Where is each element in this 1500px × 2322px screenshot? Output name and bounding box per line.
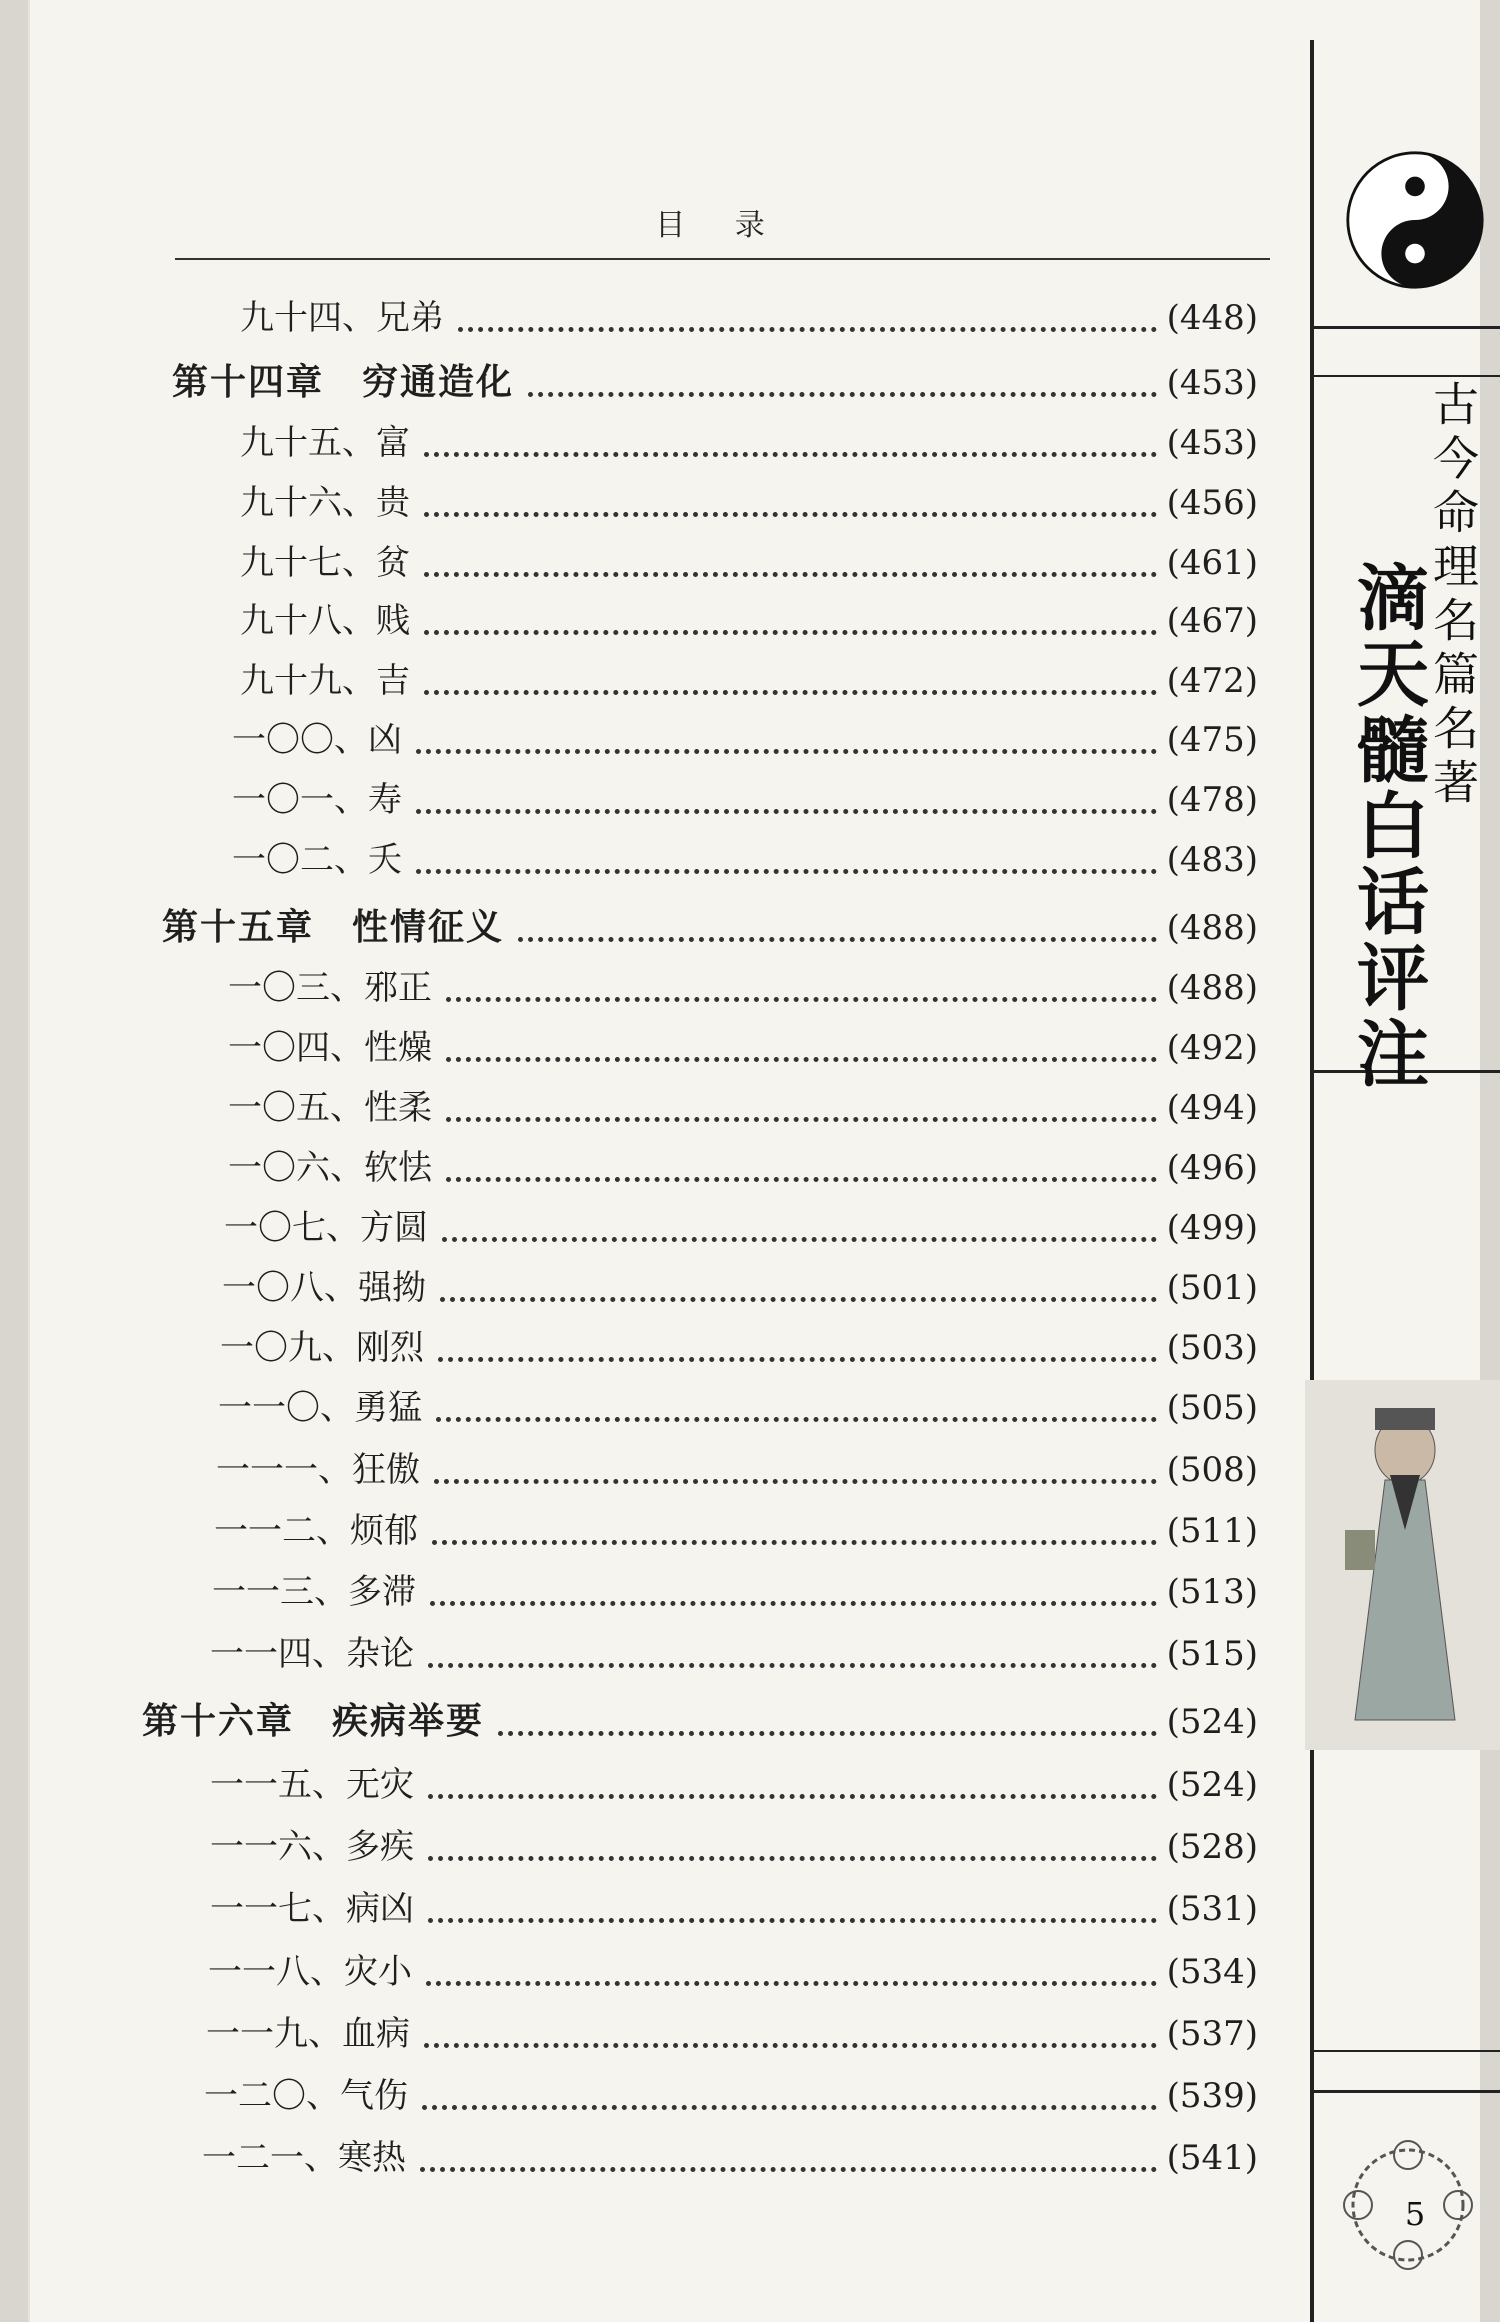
- toc-entry-title: 一〇八、强拗: [222, 1268, 426, 1308]
- toc-section-row: [204, 2068, 1258, 2124]
- toc-entry-title: 一〇〇、凶: [232, 720, 402, 760]
- toc-section-row: [232, 772, 1258, 828]
- toc-page-number: (539): [1166, 2076, 1258, 2116]
- toc-entry-title: 九十五、富: [240, 423, 410, 463]
- toc-page-number: (453): [1166, 423, 1258, 463]
- toc-section-row: [220, 1320, 1258, 1376]
- toc-leader-dots: [422, 2105, 1157, 2110]
- toc-leader-dots: [446, 1057, 1157, 1062]
- toc-leader-dots: [424, 572, 1157, 577]
- toc-leader-dots: [424, 630, 1157, 635]
- toc-page-number: (524): [1166, 1765, 1258, 1805]
- toc-leader-dots: [458, 327, 1157, 332]
- book-title: 滴天髓白话评注: [1345, 560, 1430, 1092]
- toc-section-row: [218, 1380, 1258, 1436]
- toc-entry-title: 第十六章 疾病举要: [142, 1701, 485, 1742]
- toc-section-row: [210, 1819, 1258, 1875]
- toc-entry-title: 一〇三、邪正: [228, 968, 432, 1008]
- toc-section-row: [224, 1200, 1258, 1256]
- toc-section-row: [210, 1626, 1258, 1682]
- page-number: 5: [1404, 2195, 1426, 2233]
- page-header: 目 录: [655, 208, 785, 243]
- toc-leader-dots: [428, 1663, 1157, 1668]
- toc-section-row: [228, 960, 1258, 1016]
- toc-section-row: [206, 2006, 1258, 2062]
- toc-entry-title: 一二〇、气伤: [204, 2076, 408, 2116]
- toc-page-number: (501): [1166, 1268, 1258, 1308]
- toc-entry-title: 一〇一、寿: [232, 780, 402, 820]
- toc-leader-dots: [428, 1918, 1157, 1923]
- toc-entry-title: 一〇九、刚烈: [220, 1328, 424, 1368]
- toc-section-row: [216, 1442, 1258, 1498]
- toc-leader-dots: [442, 1237, 1157, 1242]
- toc-section-row: [210, 1881, 1258, 1937]
- toc-section-row: [240, 415, 1258, 471]
- toc-entry-title: 第十五章 性情征义: [162, 907, 505, 948]
- sidebar-rule-low: [1310, 2050, 1500, 2052]
- toc-page-number: (524): [1166, 1702, 1258, 1742]
- toc-leader-dots: [446, 997, 1157, 1002]
- toc-page-number: (534): [1166, 1952, 1258, 1992]
- toc-entry-title: 一一九、血病: [206, 2014, 410, 2054]
- toc-leader-dots: [438, 1357, 1157, 1362]
- toc-page-number: (483): [1166, 840, 1258, 880]
- toc-page-number: (537): [1166, 2014, 1258, 2054]
- toc-section-row: [240, 653, 1258, 709]
- toc-entry-title: 一二一、寒热: [202, 2138, 406, 2178]
- toc-section-row: [210, 1757, 1258, 1813]
- toc-entry-title: 九十八、贱: [240, 601, 410, 641]
- toc-entry-title: 一一三、多滞: [212, 1572, 416, 1612]
- toc-leader-dots: [428, 1856, 1157, 1861]
- toc-page-number: (475): [1166, 720, 1258, 760]
- toc-entry-title: 一一七、病凶: [210, 1889, 414, 1929]
- toc-page-number: (492): [1166, 1028, 1258, 1068]
- toc-leader-dots: [446, 1117, 1157, 1122]
- toc-page-number: (508): [1166, 1450, 1258, 1490]
- yin-yang-icon: [1345, 150, 1485, 290]
- toc-page-number: (503): [1166, 1328, 1258, 1368]
- toc-page-number: (467): [1166, 601, 1258, 641]
- toc-page-number: (461): [1166, 543, 1258, 583]
- toc-chapter-row: [142, 1694, 1258, 1750]
- toc-leader-dots: [436, 1417, 1157, 1422]
- toc-section-row: [208, 1944, 1258, 2000]
- toc-page-number: (478): [1166, 780, 1258, 820]
- toc-entry-title: 一一一、狂傲: [216, 1450, 420, 1490]
- toc-leader-dots: [424, 2043, 1157, 2048]
- toc-page-number: (496): [1166, 1148, 1258, 1188]
- toc-leader-dots: [498, 1731, 1157, 1736]
- toc-entry-title: 一一五、无灾: [210, 1765, 414, 1805]
- toc-page-number: (499): [1166, 1208, 1258, 1248]
- toc-entry-title: 一〇四、性燥: [228, 1028, 432, 1068]
- toc-leader-dots: [432, 1540, 1157, 1545]
- toc-page-number: (472): [1166, 661, 1258, 701]
- toc-section-row: [232, 712, 1258, 768]
- toc-page-number: (511): [1166, 1511, 1258, 1551]
- toc-leader-dots: [528, 392, 1157, 397]
- toc-page-number: (531): [1166, 1889, 1258, 1929]
- toc-page-number: (488): [1166, 908, 1258, 948]
- toc-section-row: [232, 832, 1258, 888]
- toc-section-row: [240, 593, 1258, 649]
- toc-chapter-row: [172, 355, 1258, 411]
- toc-section-row: [240, 535, 1258, 591]
- sidebar-rule-top: [1310, 326, 1500, 329]
- toc-leader-dots: [416, 809, 1157, 814]
- toc-chapter-row: [162, 900, 1258, 956]
- toc-section-row: [240, 290, 1258, 346]
- toc-leader-dots: [430, 1601, 1157, 1606]
- toc-entry-title: 一〇六、软怯: [228, 1148, 432, 1188]
- toc-leader-dots: [446, 1177, 1157, 1182]
- toc-page-number: (494): [1166, 1088, 1258, 1128]
- toc-leader-dots: [416, 869, 1157, 874]
- toc-leader-dots: [424, 452, 1157, 457]
- toc-section-row: [228, 1140, 1258, 1196]
- toc-page-number: (528): [1166, 1827, 1258, 1867]
- toc-section-row: [202, 2130, 1258, 2186]
- toc-page-number: (541): [1166, 2138, 1258, 2178]
- toc-section-row: [212, 1564, 1258, 1620]
- sidebar-rule-upper: [1310, 375, 1500, 377]
- toc-section-row: [228, 1020, 1258, 1076]
- toc-section-row: [214, 1503, 1258, 1559]
- toc-entry-title: 九十九、吉: [240, 661, 410, 701]
- toc-leader-dots: [440, 1297, 1157, 1302]
- toc-page-number: (513): [1166, 1572, 1258, 1612]
- deity-figure-illustration: [1305, 1380, 1500, 1750]
- toc-leader-dots: [434, 1479, 1157, 1484]
- toc-entry-title: 一一〇、勇猛: [218, 1388, 422, 1428]
- toc-entry-title: 九十四、兄弟: [240, 298, 444, 338]
- toc-leader-dots: [424, 690, 1157, 695]
- toc-entry-title: 一一六、多疾: [210, 1827, 414, 1867]
- toc-leader-dots: [416, 749, 1157, 754]
- toc-entry-title: 一一二、烦郁: [214, 1511, 418, 1551]
- toc-entry-title: 第十四章 穷通造化: [172, 362, 515, 403]
- toc-page-number: (488): [1166, 968, 1258, 1008]
- toc-page-number: (456): [1166, 483, 1258, 523]
- toc-page-number: (448): [1166, 298, 1258, 338]
- toc-entry-title: 一〇二、夭: [232, 840, 402, 880]
- toc-entry-title: 九十六、贵: [240, 483, 410, 523]
- toc-leader-dots: [420, 2167, 1157, 2172]
- toc-leader-dots: [424, 512, 1157, 517]
- toc-page-number: (515): [1166, 1634, 1258, 1674]
- toc-section-row: [222, 1260, 1258, 1316]
- sidebar-border: [1310, 40, 1314, 2322]
- toc-leader-dots: [428, 1794, 1157, 1799]
- toc-page-number: (453): [1166, 363, 1258, 403]
- toc-entry-title: 一〇五、性柔: [228, 1088, 432, 1128]
- toc-entry-title: 一一八、灾小: [208, 1952, 412, 1992]
- toc-page-number: (505): [1166, 1388, 1258, 1428]
- toc-entry-title: 一〇七、方圆: [224, 1208, 428, 1248]
- series-title: 古今命理名篇名著: [1426, 380, 1480, 812]
- toc-section-row: [240, 475, 1258, 531]
- toc-leader-dots: [426, 1981, 1157, 1986]
- sidebar-rule-bottom: [1310, 2090, 1500, 2093]
- toc-entry-title: 九十七、贫: [240, 543, 410, 583]
- toc-entry-title: 一一四、杂论: [210, 1634, 414, 1674]
- toc-section-row: [228, 1080, 1258, 1136]
- toc-leader-dots: [518, 937, 1157, 942]
